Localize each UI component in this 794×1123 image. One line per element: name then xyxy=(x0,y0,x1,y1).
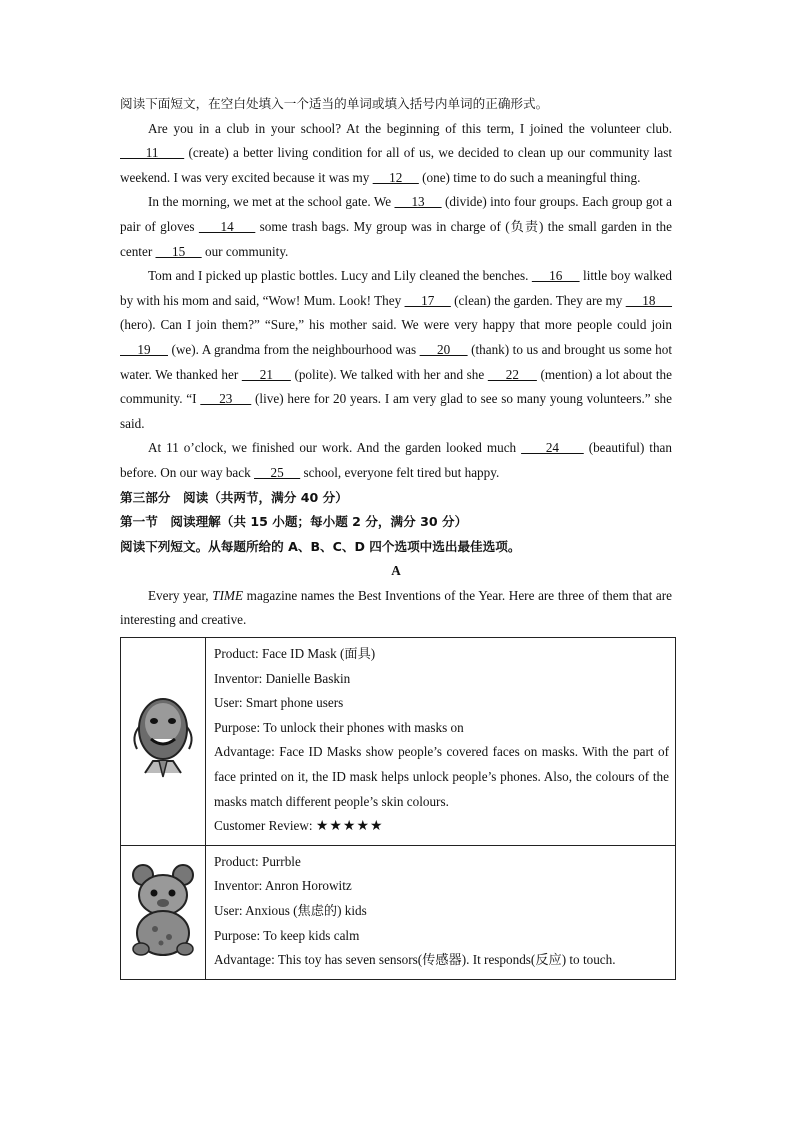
blank-22[interactable]: 22 xyxy=(487,366,537,382)
blank-15[interactable]: 15 xyxy=(155,243,202,259)
document-page xyxy=(120,92,672,980)
blank-23[interactable]: 23 xyxy=(200,391,252,407)
inventor: Inventor: Anron Horowitz xyxy=(214,878,352,894)
product-name: Product: Face ID Mask (面具) xyxy=(214,646,376,662)
product-name: Product: Purrble xyxy=(214,853,301,869)
passage-paragraph-2: In the morning, we met at the school gate. We 13 (divide) into four groups. Each group got a pair of gloves 14 some trash bags. My group was in charge of (负责) the small garden in the center 15 our community. xyxy=(120,194,673,259)
blank-17[interactable]: 17 xyxy=(404,292,451,308)
blank-19[interactable]: 19 xyxy=(120,341,168,357)
passage-paragraph-4: At 11 o’clock, we finished our work. And the garden looked much 24 (beautiful) than before. On our way back 25 school, everyone felt tired but happy. xyxy=(120,440,673,480)
advantage: Advantage: Face ID Masks show people’s covered faces on masks. With the part of face printed on it, the ID mask helps unlock people’s phones. Also, the colours of the masks match different people’s skin colours. xyxy=(214,744,669,809)
passage-a-label: A xyxy=(391,563,401,579)
blank-20[interactable]: 20 xyxy=(419,341,468,357)
purrble-toy-illustration-icon xyxy=(123,853,203,963)
star-rating-icon: ★★★★★ xyxy=(315,818,384,835)
purpose: Purpose: To keep kids calm xyxy=(214,927,360,943)
blank-21[interactable]: 21 xyxy=(241,366,291,382)
blank-13[interactable]: 13 xyxy=(394,194,442,210)
purpose: Purpose: To unlock their phones with masks on xyxy=(214,719,464,735)
blank-24[interactable]: 24 xyxy=(521,440,584,456)
purrble-image-cell xyxy=(121,845,206,979)
face-mask-illustration-icon xyxy=(123,677,203,797)
inventions-table xyxy=(120,637,676,980)
blank-11[interactable]: 11 xyxy=(120,145,185,161)
user: User: Anxious (焦虑的) kids xyxy=(214,903,367,918)
section-3-part-1-heading: 第一节 阅读理解（共 15 小题；每小题 2 分，满分 30 分） xyxy=(120,514,468,530)
blank-16[interactable]: 16 xyxy=(531,268,580,284)
user: User: Smart phone users xyxy=(214,695,344,711)
purrble-details xyxy=(206,845,676,979)
blank-12[interactable]: 12 xyxy=(372,169,419,185)
magazine-name: TIME xyxy=(212,587,244,603)
blank-25[interactable]: 25 xyxy=(254,464,301,480)
face-mask-image-cell xyxy=(121,638,206,846)
fill-in-instructions: 阅读下面短文，在空白处填入一个适当的单词或填入括号内单词的正确形式。 xyxy=(120,96,549,111)
passage-paragraph-3: Tom and I picked up plastic bottles. Lucy and Lily cleaned the benches. 16 little boy walked by with his mom and said, “Wow! Mum. Look! They 17 (clean) the garden. They are my 18 (hero). Can I join them?” “Sure,” his mother said. We were very happy that more people could join 19 (we). A grandma from the neighbourhood was 20 (thank) to us and brought us some hot water. We thanked her 21 (polite). We talked with her and she 22 (mention) a lot about the community. “I 23 (live) here for 20 years. I am very glad to see so many young volunteers.” she said. xyxy=(120,268,673,431)
passage-a-intro: Every year, TIME magazine names the Best Inventions of the Year. Here are three of them that are interesting and creative. xyxy=(120,587,672,628)
passage-paragraph-1: Are you in a club in your school? At the beginning of this term, I joined the volunteer club. 11 (create) a better living condition for all of us, we decided to clean up our community last weekend. I was very excited because it was my 12 (one) time to do such a meaningful thing. xyxy=(120,120,673,185)
section-3-heading: 第三部分 阅读（共两节，满分 40 分） xyxy=(120,489,348,505)
advantage: Advantage: This toy has seven sensors(传感器). It responds(反应) to touch. xyxy=(214,952,616,968)
face-mask-details xyxy=(206,638,676,846)
blank-14[interactable]: 14 xyxy=(198,218,256,234)
table-row xyxy=(121,845,676,979)
inventor: Inventor: Danielle Baskin xyxy=(214,670,351,686)
blank-18[interactable]: 18 xyxy=(625,292,673,308)
table-row xyxy=(121,638,676,846)
customer-review: Customer Review: ★★★★★ xyxy=(214,818,384,835)
reading-instructions: 阅读下列短文。从每题所给的 A、B、C、D 四个选项中选出最佳选项。 xyxy=(120,538,521,554)
